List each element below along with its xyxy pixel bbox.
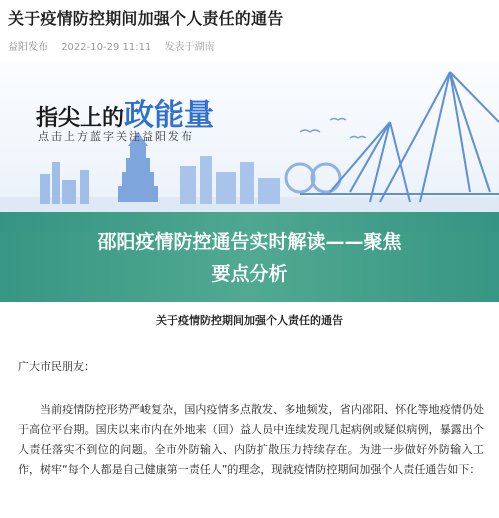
city-skyline-illustration	[0, 62, 499, 232]
overlay-title	[0, 226, 499, 290]
banner-subline: 点击上方蓝字关注益阳发布	[38, 130, 194, 143]
source-link[interactable]: 益阳发布	[8, 42, 48, 53]
banner-image	[0, 62, 499, 232]
banner-headline-part1: 指尖上的	[36, 106, 125, 131]
document-title: 关于疫情防控期间加强个人责任的通告	[156, 314, 343, 327]
article-header	[0, 0, 499, 62]
document-paragraph: 当前疫情防控形势严峻复杂，国内疫情多点散发、多地频发，省内邵阳、怀化等地疫情仍处于高位平台期。国庆以来市内在外地来（回）益人员中连续发现几起病例或疑似病例，暴露出个人责任落实不到位的问题。全市外防输入、内防扩散压力持续存在。为进一步做好外防输入工作，树牢“每个人都是自己健康第一责任人”的理念，现就疫情防控期间加强个人责任通告如下：	[18, 403, 484, 476]
article-title: 关于疫情防控期间加强个人责任的通告	[8, 9, 284, 28]
banner-headline-part2: 政能量	[124, 98, 215, 133]
overlay-line-2: 要点分析	[211, 263, 288, 285]
article-meta	[8, 38, 225, 53]
title-overlay	[0, 212, 499, 302]
overlay-line-1: 邵阳疫情防控通告实时解读——聚焦	[97, 231, 402, 253]
publish-time: 2022-10-29 11:11	[61, 42, 152, 53]
document-image	[0, 302, 499, 518]
document-greeting: 广大市民朋友：	[18, 360, 95, 373]
publish-location: 发表于湖南	[164, 42, 215, 53]
